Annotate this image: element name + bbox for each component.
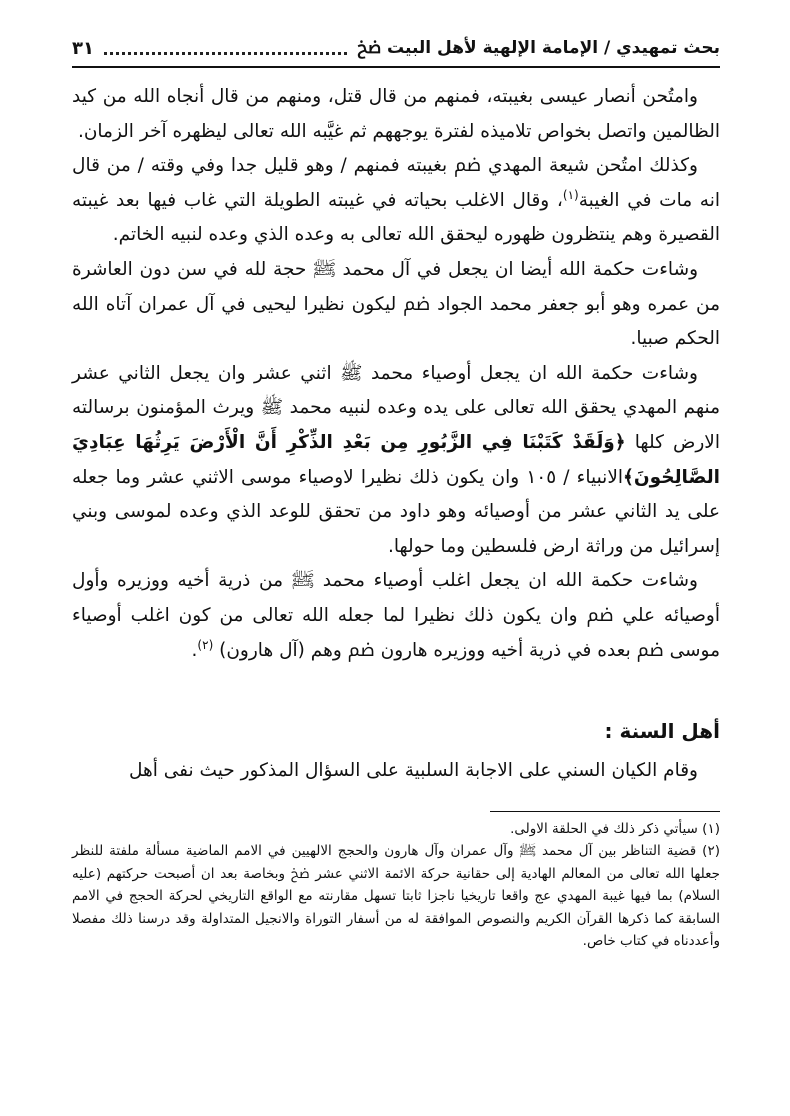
- footnote-1-text: سيأتي ذكر ذلك في الحلقة الاولى.: [510, 820, 698, 837]
- section-heading: [72, 714, 720, 748]
- footnote-separator: [490, 811, 720, 812]
- section-text: [72, 754, 720, 789]
- footnote-2-text: قضية التناظر بين آل محمد ﷺ وآل عمران وآل هارون والحجج الالهيين في الامم الماضية مسألة ملفتة للنظر جعلها الله تعالى من المعالم الهادية إلى حقانية حركة الائمة الاثني عشر ﰤ وبخاصة بعد ان أصبحت حركتهم (عليه السلام) بما فيها غيبة المهدي عج واقعا تاريخيا ناجزا ثابتا تسهل مقارنته مع الواقع التاريخي لحركة الحجج في الامم السابقة كما ذكرها القرآن الكريم والنصوص الموافقة له من أسفار التوراة والانجيل المتداولة وقد درسنا ذلك مفصلا وأعددناه في كتاب خاص.: [72, 843, 720, 950]
- footnote-ref-2[interactable]: (٢): [197, 637, 214, 652]
- paragraph-1: وامتُحن أنصار عيسى بغيبته، فمنهم من قال قتل، ومنهم من قال أنجاه الله من كيد الظالمين واتصل بخواص تلاميذه لفترة يوجههم ثم غيَّبه الله تعالى ليظهره آخر الزمان.: [72, 86, 720, 142]
- footnote-2: [72, 840, 720, 953]
- leader-dots: [104, 42, 347, 55]
- footnote-1: [72, 818, 720, 841]
- paragraph-2-text-b: ، وقال الاغلب بحياته في غيبته الطويلة التي غاب فيها بعد غيبته القصيرة وهم ينتظرون ظهوره ليحقق الله تعالى به وعده الذي وعده لنبيه الخاتم.: [72, 189, 720, 246]
- book-page: [72, 30, 720, 1090]
- quran-verse: ﴿وَلَقَدْ كَتَبْنَا فِي الزَّبُورِ مِن بَعْدِ الذِّكْرِ أَنَّ الْأَرْضَ يَرِثُهَا عِبَادِيَ الصَّالِحُونَ﴾: [72, 431, 720, 488]
- main-text: [72, 80, 720, 668]
- paragraph-2-text-a: وكذلك امتُحن شيعة المهدي ﰥ بغيبته فمنهم / وهو قليل جدا وفي وقته / من قال انه مات في الغيبة: [72, 155, 721, 211]
- footnote-2-number: (٢): [702, 843, 720, 860]
- paragraph-6: وقام الكيان السني على الاجابة السلبية على السؤال المذكور حيث نفى أهل: [128, 760, 698, 782]
- section-heading-colon: :: [604, 719, 613, 744]
- paragraph-2: [72, 149, 720, 253]
- paragraph-3: وشاءت حكمة الله أيضا ان يجعل في آل محمد ﷺ حجة لله في سن دون العاشرة من عمره وهو أبو جعفر محمد الجواد ﰥ ليكون نظيرا ليحيى في آل عمران آتاه الله الحكم صبيا.: [72, 258, 720, 350]
- paragraph-4-text-b: الانبياء / ١٠٥ وان يكون ذلك نظيرا لاوصياء موسى الاثني عشر وما جعله على يد الثاني عشر من أوصيائه وهو داود من تحقق للوعد الذي وعده لموسى وبني إسرائيل من وراثة ارض فلسطين وما حولها.: [72, 466, 720, 557]
- paragraph-5: [72, 564, 720, 668]
- paragraph-4-text-a: وشاءت حكمة الله ان يجعل أوصياء محمد ﷺ اثني عشر وان يجعل الثاني عشر منهم المهدي يحقق الله تعالى على يده وعده لنبيه محمد ﷺ ويرث المؤمنون برسالته الارض كلها: [72, 362, 720, 453]
- running-head: [72, 30, 720, 68]
- running-head-title: بحث تمهيدي / الإمامة الإلهية لأهل البيت ﰤ: [357, 38, 720, 58]
- section-heading-text: أهل السنة: [619, 719, 720, 744]
- paragraph-5-text-a: وشاءت حكمة الله ان يجعل اغلب أوصياء محمد ﷺ من ذرية أخيه ووزيره وأول أوصيائه علي ﰥ وان يكون ذلك نظيرا لما جعله الله تعالى من كون اغلب أوصياء موسى ﰥ بعده في ذرية أخيه ووزيره هارون ﰥ وهم (آل هارون): [72, 570, 720, 661]
- paragraph-4: [72, 357, 720, 565]
- footnote-1-number: (١): [702, 820, 720, 837]
- page-number: ٣١: [72, 37, 94, 59]
- footnotes: [72, 818, 720, 953]
- paragraph-5-text-b: .: [191, 639, 198, 661]
- footnote-ref-1[interactable]: (١): [562, 187, 579, 202]
